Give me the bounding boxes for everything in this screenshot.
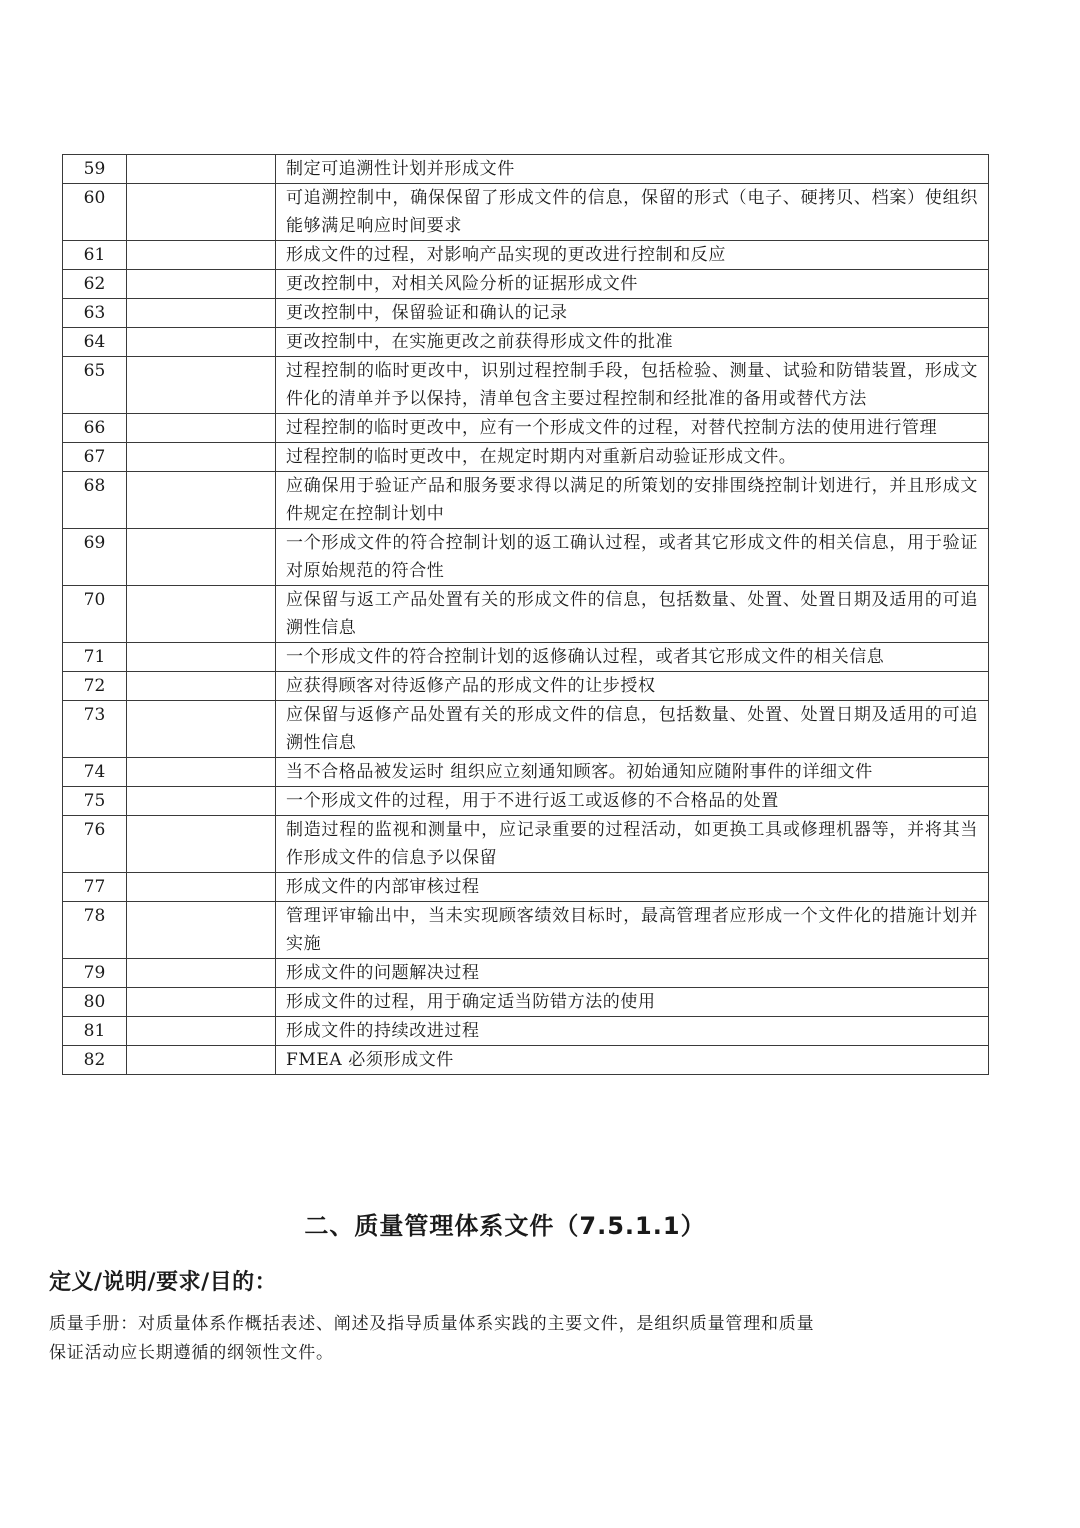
row-description: 一个形成文件的符合控制计划的返修确认过程，或者其它形成文件的相关信息 bbox=[276, 643, 989, 672]
row-number: 70 bbox=[63, 586, 127, 643]
table-row bbox=[63, 1046, 989, 1075]
row-description: 应保留与返修产品处置有关的形成文件的信息，包括数量、处置、处置日期及适用的可追溯性信息 bbox=[276, 701, 989, 758]
row-number: 72 bbox=[63, 672, 127, 701]
empty-cell bbox=[127, 959, 276, 988]
empty-cell bbox=[127, 472, 276, 529]
row-description: 形成文件的内部审核过程 bbox=[276, 873, 989, 902]
row-description: 过程控制的临时更改中，应有一个形成文件的过程，对替代控制方法的使用进行管理 bbox=[276, 414, 989, 443]
row-description: FMEA 必须形成文件 bbox=[276, 1046, 989, 1075]
table-row bbox=[63, 472, 989, 529]
row-number: 64 bbox=[63, 328, 127, 357]
row-description: 形成文件的过程，对影响产品实现的更改进行控制和反应 bbox=[276, 241, 989, 270]
table-row bbox=[63, 701, 989, 758]
row-number: 71 bbox=[63, 643, 127, 672]
row-description: 应获得顾客对待返修产品的形成文件的让步授权 bbox=[276, 672, 989, 701]
row-number: 75 bbox=[63, 787, 127, 816]
paragraph-line: 质量手册：对质量体系作概括表述、阐述及指导质量体系实践的主要文件，是组织质量管理和质量 bbox=[49, 1314, 815, 1334]
row-number: 80 bbox=[63, 988, 127, 1017]
row-number: 60 bbox=[63, 184, 127, 241]
row-number: 79 bbox=[63, 959, 127, 988]
requirements-table bbox=[62, 154, 989, 1075]
table-row bbox=[63, 184, 989, 241]
definition-heading: 定义/说明/要求/目的： bbox=[49, 1270, 278, 1295]
table-row bbox=[63, 758, 989, 787]
empty-cell bbox=[127, 1046, 276, 1075]
row-number: 74 bbox=[63, 758, 127, 787]
row-number: 59 bbox=[63, 155, 127, 184]
table-row bbox=[63, 414, 989, 443]
table-row bbox=[63, 443, 989, 472]
table-body bbox=[63, 155, 989, 1075]
row-description: 更改控制中，保留验证和确认的记录 bbox=[276, 299, 989, 328]
table-row bbox=[63, 816, 989, 873]
table-row bbox=[63, 357, 989, 414]
empty-cell bbox=[127, 299, 276, 328]
row-description: 形成文件的持续改进过程 bbox=[276, 1017, 989, 1046]
empty-cell bbox=[127, 873, 276, 902]
table-row bbox=[63, 988, 989, 1017]
row-description: 制造过程的监视和测量中，应记录重要的过程活动，如更换工具或修理机器等，并将其当作形成文件的信息予以保留 bbox=[276, 816, 989, 873]
empty-cell bbox=[127, 902, 276, 959]
row-description: 形成文件的过程，用于确定适当防错方法的使用 bbox=[276, 988, 989, 1017]
paragraph-line: 保证活动应长期遵循的纲领性文件。 bbox=[49, 1343, 334, 1363]
row-description: 管理评审输出中，当未实现顾客绩效目标时，最高管理者应形成一个文件化的措施计划并实施 bbox=[276, 902, 989, 959]
empty-cell bbox=[127, 443, 276, 472]
row-description: 过程控制的临时更改中，在规定时期内对重新启动验证形成文件。 bbox=[276, 443, 989, 472]
table-row bbox=[63, 529, 989, 586]
table-row bbox=[63, 586, 989, 643]
table-row bbox=[63, 155, 989, 184]
empty-cell bbox=[127, 586, 276, 643]
empty-cell bbox=[127, 241, 276, 270]
row-description: 当不合格品被发运时 组织应立刻通知顾客。初始通知应随附事件的详细文件 bbox=[276, 758, 989, 787]
table-row bbox=[63, 959, 989, 988]
table-row bbox=[63, 643, 989, 672]
row-number: 65 bbox=[63, 357, 127, 414]
empty-cell bbox=[127, 328, 276, 357]
row-description: 可追溯控制中，确保保留了形成文件的信息，保留的形式（电子、硬拷贝、档案）使组织能够满足响应时间要求 bbox=[276, 184, 989, 241]
empty-cell bbox=[127, 988, 276, 1017]
empty-cell bbox=[127, 414, 276, 443]
empty-cell bbox=[127, 184, 276, 241]
table-row bbox=[63, 299, 989, 328]
empty-cell bbox=[127, 701, 276, 758]
row-number: 66 bbox=[63, 414, 127, 443]
empty-cell bbox=[127, 357, 276, 414]
row-description: 制定可追溯性计划并形成文件 bbox=[276, 155, 989, 184]
row-description: 更改控制中，在实施更改之前获得形成文件的批准 bbox=[276, 328, 989, 357]
empty-cell bbox=[127, 758, 276, 787]
row-description: 更改控制中，对相关风险分析的证据形成文件 bbox=[276, 270, 989, 299]
table-row bbox=[63, 241, 989, 270]
row-number: 81 bbox=[63, 1017, 127, 1046]
row-description: 应确保用于验证产品和服务要求得以满足的所策划的安排围绕控制计划进行，并且形成文件规定在控制计划中 bbox=[276, 472, 989, 529]
empty-cell bbox=[127, 643, 276, 672]
empty-cell bbox=[127, 1017, 276, 1046]
row-number: 69 bbox=[63, 529, 127, 586]
table-row bbox=[63, 672, 989, 701]
table-row bbox=[63, 328, 989, 357]
row-number: 82 bbox=[63, 1046, 127, 1075]
row-description: 应保留与返工产品处置有关的形成文件的信息，包括数量、处置、处置日期及适用的可追溯性信息 bbox=[276, 586, 989, 643]
empty-cell bbox=[127, 672, 276, 701]
table-row bbox=[63, 787, 989, 816]
empty-cell bbox=[127, 529, 276, 586]
table-row bbox=[63, 1017, 989, 1046]
row-number: 68 bbox=[63, 472, 127, 529]
empty-cell bbox=[127, 270, 276, 299]
row-description: 过程控制的临时更改中，识别过程控制手段，包括检验、测量、试验和防错装置，形成文件化的清单并予以保持，清单包含主要过程控制和经批准的备用或替代方法 bbox=[276, 357, 989, 414]
table-row bbox=[63, 902, 989, 959]
empty-cell bbox=[127, 155, 276, 184]
section-title: 二、质量管理体系文件（7.5.1.1） bbox=[304, 1212, 706, 1240]
row-number: 76 bbox=[63, 816, 127, 873]
row-number: 63 bbox=[63, 299, 127, 328]
row-number: 61 bbox=[63, 241, 127, 270]
row-number: 73 bbox=[63, 701, 127, 758]
row-number: 67 bbox=[63, 443, 127, 472]
row-description: 一个形成文件的符合控制计划的返工确认过程，或者其它形成文件的相关信息，用于验证对原始规范的符合性 bbox=[276, 529, 989, 586]
row-number: 78 bbox=[63, 902, 127, 959]
table-row bbox=[63, 270, 989, 299]
definition-paragraph bbox=[49, 1310, 919, 1368]
row-description: 形成文件的问题解决过程 bbox=[276, 959, 989, 988]
row-description: 一个形成文件的过程，用于不进行返工或返修的不合格品的处置 bbox=[276, 787, 989, 816]
table-row bbox=[63, 873, 989, 902]
row-number: 62 bbox=[63, 270, 127, 299]
row-number: 77 bbox=[63, 873, 127, 902]
empty-cell bbox=[127, 816, 276, 873]
empty-cell bbox=[127, 787, 276, 816]
